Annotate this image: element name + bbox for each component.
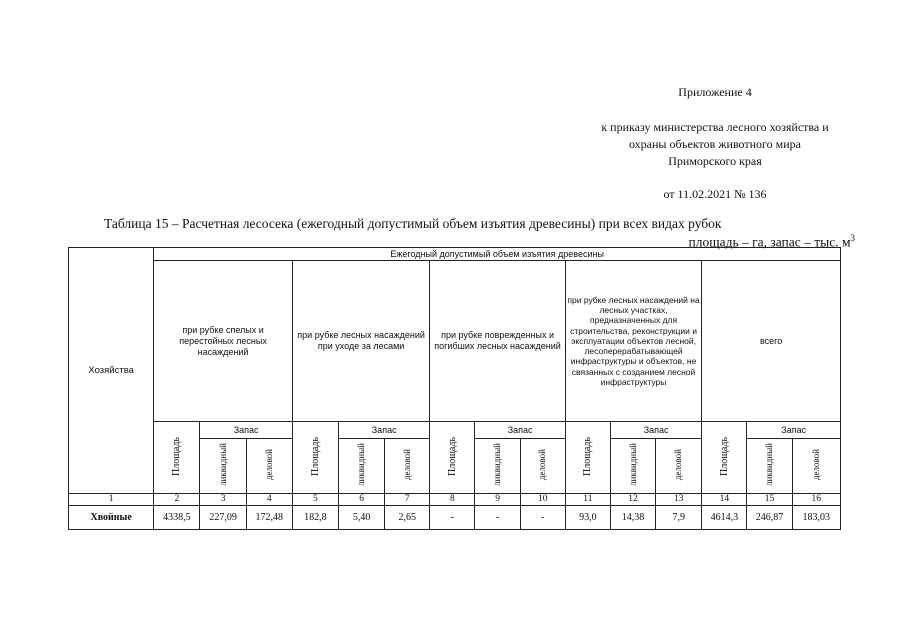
appendix-basis [590,119,840,170]
group-header: Ежегодный допустимый объем изъятия древесины [154,248,841,261]
table-row [69,506,841,530]
column-number: 16 [792,494,840,506]
column-number: 11 [565,494,610,506]
area-header: Площадь [430,422,475,494]
cell-value: 183,03 [792,506,840,530]
cell-value: 227,09 [200,506,246,530]
cell-value: - [520,506,565,530]
column-number: 9 [475,494,520,506]
kind-thinning: при рубке лесных насаждений при уходе за лесами [292,261,430,422]
cell-value: 93,0 [565,506,610,530]
liquid-header: ликвидный [339,439,385,494]
column-number: 1 [69,494,154,506]
liquid-header: ликвидный [200,439,246,494]
units-superscript: 3 [850,233,855,243]
row-name: Хвойные [69,506,154,530]
cell-value: 2,65 [385,506,430,530]
cell-value: - [430,506,475,530]
liquid-header: ликвидный [747,439,792,494]
cell-value: 5,40 [339,506,385,530]
cell-value: 4614,3 [702,506,747,530]
cell-value: 7,9 [656,506,702,530]
column-number: 6 [339,494,385,506]
allowable-cut-table [68,247,841,530]
column-number: 8 [430,494,475,506]
area-header: Площадь [565,422,610,494]
kind-damaged: при рубке поврежденных и погибших лесных насаждений [430,261,565,422]
business-header: деловой [656,439,702,494]
stock-header: Запас [610,422,701,439]
appendix-basis-line: охраны объектов животного мира [628,137,802,151]
business-header: деловой [792,439,840,494]
kind-total: всего [702,261,841,422]
area-header: Площадь [154,422,200,494]
stock-header: Запас [747,422,841,439]
table-caption: Таблица 15 – Расчетная лесосека (ежегодный допустимый объем изъятия древесины) при всех видах рубок [104,216,722,231]
area-header: Площадь [292,422,338,494]
column-number: 13 [656,494,702,506]
business-header: деловой [246,439,292,494]
column-number: 15 [747,494,792,506]
column-number: 3 [200,494,246,506]
cell-value: 4338,5 [154,506,200,530]
appendix-basis-line: к приказу министерства лесного хозяйства и [601,120,829,134]
column-number: 4 [246,494,292,506]
column-number: 2 [154,494,200,506]
liquid-header: ликвидный [610,439,655,494]
stock-header: Запас [339,422,430,439]
cell-value: 182,8 [292,506,338,530]
cell-value: 246,87 [747,506,792,530]
column-number: 5 [292,494,338,506]
cell-value: 14,38 [610,506,655,530]
stock-header: Запас [475,422,565,439]
units-text: площадь – га, запас – тыс. м [688,234,851,250]
business-header: деловой [385,439,430,494]
stock-header: Запас [200,422,292,439]
column-number: 10 [520,494,565,506]
column-number: 12 [610,494,655,506]
column-number: 7 [385,494,430,506]
appendix-date: от 11.02.2021 № 136 [663,187,767,201]
business-header: деловой [520,439,565,494]
appendix-basis-line: Приморского края [668,154,762,168]
column-number: 14 [702,494,747,506]
cell-value: 172,48 [246,506,292,530]
appendix-title: Приложение 4 [678,85,752,99]
liquid-header: ликвидный [475,439,520,494]
appendix-block [590,84,840,203]
farms-header: Хозяйства [69,248,154,494]
kind-infrastructure: при рубке лесных насаждений на лесных участках, предназначенных для строительства, реконструкции и эксплуатации объектов лесной, лесоперерабатывающей инфраструктуры и объектов, не связанных с созданием лесной инфраструктуры [565,261,701,422]
area-header: Площадь [702,422,747,494]
kind-mature: при рубке спелых и перестойных лесных насаждений [154,261,293,422]
column-numbers-row [69,494,841,506]
cell-value: - [475,506,520,530]
